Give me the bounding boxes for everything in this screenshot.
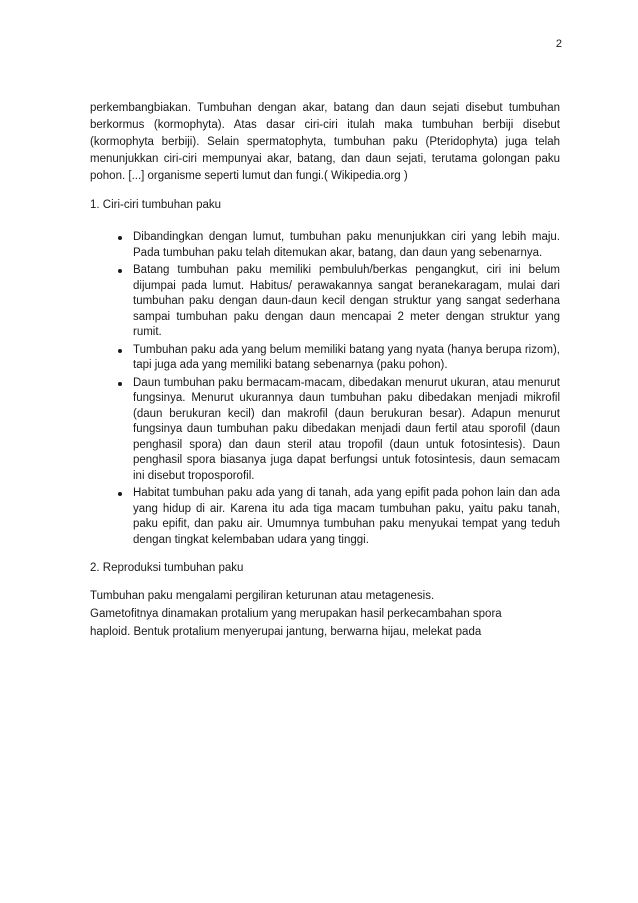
section-heading-reproduksi: 2. Reproduksi tumbuhan paku xyxy=(90,562,244,574)
reproduction-line: Tumbuhan paku mengalami pergiliran keturunan atau metagenesis. xyxy=(90,590,435,602)
list-item-text: Daun tumbuhan paku bermacam-macam, dibedakan menurut ukuran, atau menurut fungsinya. Menurut ukurannya daun tumbuhan paku dibedakan menjadi mikrofil (daun berukuran kecil) dan makrofil (daun berukuran besar). Adapun menurut fungsinya daun tumbuhan paku dibedakan menjadi daun fertil atau sporofil (daun penghasil spora) dan daun steril atau tropofil (daun untuk fotosintesis). Daun penghasil spora biasanya juga dapat berfungsi untuk fotosintesis, daun semacam ini disebut troposporofil. xyxy=(133,376,560,482)
bullet-icon xyxy=(118,382,122,386)
page-number: 2 xyxy=(555,38,562,50)
reproduction-line: haploid. Bentuk protalium menyerupai jantung, berwarna hijau, melekat pada xyxy=(90,626,482,638)
list-item-text: Habitat tumbuhan paku ada yang di tanah, ada yang epifit pada pohon lain dan ada yang hidup di air. Karena itu ada tiga macam tumbuhan paku, yaitu paku tanah, paku epifit, dan paku air. Umumnya tumbuhan paku menyukai tempat yang teduh dengan tingkat kelembaban udara yang tinggi. xyxy=(133,487,560,546)
characteristics-list xyxy=(90,230,560,548)
list-item xyxy=(118,376,560,485)
list-item-text: Dibandingkan dengan lumut, tumbuhan paku menunjukkan ciri yang lebih maju. Pada tumbuhan paku telah ditemukan akar, batang, dan daun yang sebenarnya. xyxy=(133,231,560,259)
list-item xyxy=(118,263,560,341)
list-item xyxy=(118,486,560,548)
section-heading-ciri-ciri: 1. Ciri-ciri tumbuhan paku xyxy=(90,199,222,211)
list-item-text: Tumbuhan paku ada yang belum memiliki batang yang nyata (hanya berupa rizom), tapi juga ada yang memiliki batang sebenarnya (paku pohon). xyxy=(133,343,560,371)
reproduction-line: Gametofitnya dinamakan protalium yang merupakan hasil perkecambahan spora xyxy=(90,608,502,620)
bullet-icon xyxy=(118,236,122,240)
list-item xyxy=(118,230,560,261)
list-item-text: Batang tumbuhan paku memiliki pembuluh/berkas pengangkut, ciri ini belum dijumpai pada lumut. Habitus/ perawakannya sangat beranekaragam, mulai dari tumbuhan paku dengan daun-daun kecil dengan struktur yang sangat sederhana sampai tumbuhan paku dengan daun mencapai 2 meter dengan struktur yang rumit. xyxy=(133,264,560,338)
bullet-icon xyxy=(118,492,122,496)
document-body xyxy=(90,100,560,641)
bullet-icon xyxy=(118,269,122,273)
list-item xyxy=(118,343,560,374)
bullet-icon xyxy=(118,349,122,353)
intro-paragraph: perkembangbiakan. Tumbuhan dengan akar, batang dan daun sejati disebut tumbuhan berkormus (kormophyta). Atas dasar ciri-ciri itulah maka tumbuhan berbiji disebut (kormophyta berbiji). Selain spermatophyta, tumbuhan paku (Pteridophyta) juga telah menunjukkan ciri-ciri mempunyai akar, batang, dan daun sejati, terutama golongan paku pohon. [...] organisme seperti lumut dan fungi.( Wikipedia.org ) xyxy=(90,102,560,182)
